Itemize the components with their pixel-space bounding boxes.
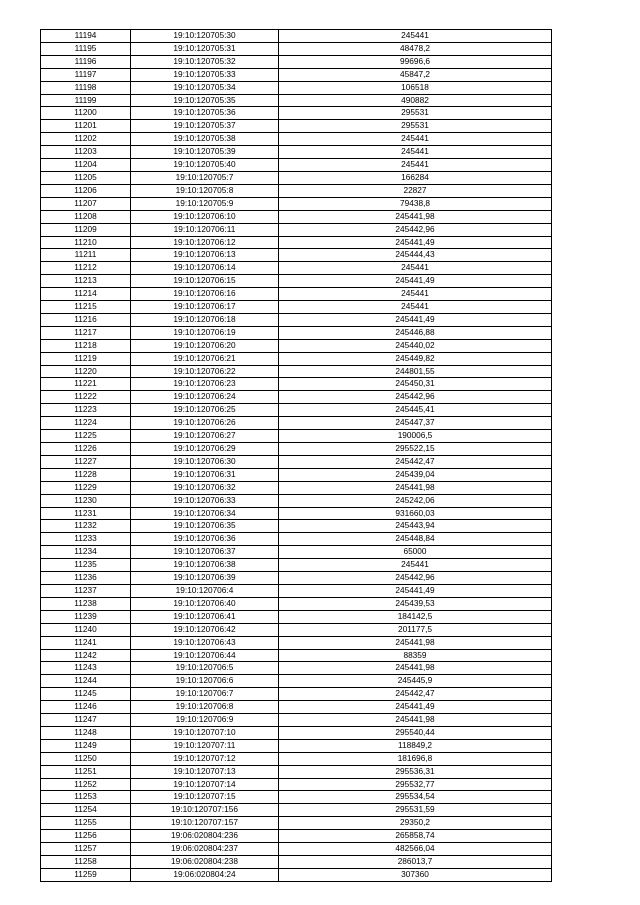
table-row <box>41 714 552 727</box>
row-id-cell: 11248 <box>41 726 131 739</box>
value-cell: 245441 <box>279 30 552 43</box>
value-cell: 245442,96 <box>279 391 552 404</box>
value-cell: 245441 <box>279 301 552 314</box>
timestamp-code-cell: 19:10:120707:11 <box>131 739 279 752</box>
value-cell: 295540,44 <box>279 726 552 739</box>
value-cell: 245439,53 <box>279 597 552 610</box>
table-row <box>41 55 552 68</box>
timestamp-code-cell: 19:10:120706:21 <box>131 352 279 365</box>
value-cell: 181696,8 <box>279 752 552 765</box>
table-row <box>41 159 552 172</box>
table-row <box>41 326 552 339</box>
row-id-cell: 11237 <box>41 584 131 597</box>
value-cell: 88359 <box>279 649 552 662</box>
row-id-cell: 11213 <box>41 275 131 288</box>
timestamp-code-cell: 19:10:120706:22 <box>131 365 279 378</box>
timestamp-code-cell: 19:10:120706:6 <box>131 675 279 688</box>
row-id-cell: 11246 <box>41 701 131 714</box>
timestamp-code-cell: 19:10:120706:32 <box>131 481 279 494</box>
row-id-cell: 11218 <box>41 339 131 352</box>
timestamp-code-cell: 19:10:120707:10 <box>131 726 279 739</box>
table-row <box>41 597 552 610</box>
table-row <box>41 636 552 649</box>
timestamp-code-cell: 19:10:120705:36 <box>131 107 279 120</box>
table-row <box>41 662 552 675</box>
row-id-cell: 11233 <box>41 533 131 546</box>
table-row <box>41 468 552 481</box>
row-id-cell: 11204 <box>41 159 131 172</box>
table-row <box>41 481 552 494</box>
table-row <box>41 533 552 546</box>
value-cell: 295531 <box>279 107 552 120</box>
row-id-cell: 11232 <box>41 520 131 533</box>
timestamp-code-cell: 19:06:020804:238 <box>131 856 279 869</box>
value-cell: 245441 <box>279 559 552 572</box>
row-id-cell: 11254 <box>41 804 131 817</box>
timestamp-code-cell: 19:10:120706:42 <box>131 623 279 636</box>
table-row <box>41 572 552 585</box>
value-cell: 295536,31 <box>279 765 552 778</box>
table-row <box>41 68 552 81</box>
value-cell: 245441 <box>279 262 552 275</box>
value-cell: 245441,98 <box>279 714 552 727</box>
table-row <box>41 42 552 55</box>
value-cell: 245441 <box>279 288 552 301</box>
value-cell: 245449,82 <box>279 352 552 365</box>
timestamp-code-cell: 19:10:120706:31 <box>131 468 279 481</box>
value-cell: 245442,96 <box>279 223 552 236</box>
table-row <box>41 301 552 314</box>
row-id-cell: 11196 <box>41 55 131 68</box>
row-id-cell: 11245 <box>41 688 131 701</box>
timestamp-code-cell: 19:06:020804:236 <box>131 830 279 843</box>
value-cell: 931660,03 <box>279 507 552 520</box>
row-id-cell: 11215 <box>41 301 131 314</box>
table-row <box>41 378 552 391</box>
row-id-cell: 11256 <box>41 830 131 843</box>
row-id-cell: 11255 <box>41 817 131 830</box>
table-row <box>41 146 552 159</box>
timestamp-code-cell: 19:10:120707:156 <box>131 804 279 817</box>
value-cell: 245441 <box>279 133 552 146</box>
timestamp-code-cell: 19:10:120706:38 <box>131 559 279 572</box>
row-id-cell: 11231 <box>41 507 131 520</box>
timestamp-code-cell: 19:10:120706:14 <box>131 262 279 275</box>
row-id-cell: 11199 <box>41 94 131 107</box>
row-id-cell: 11247 <box>41 714 131 727</box>
value-cell: 201177,5 <box>279 623 552 636</box>
timestamp-code-cell: 19:10:120705:7 <box>131 171 279 184</box>
table-row <box>41 352 552 365</box>
timestamp-code-cell: 19:10:120706:27 <box>131 430 279 443</box>
timestamp-code-cell: 19:10:120706:10 <box>131 210 279 223</box>
timestamp-code-cell: 19:10:120706:30 <box>131 455 279 468</box>
table-row <box>41 210 552 223</box>
table-row <box>41 778 552 791</box>
value-cell: 79438,8 <box>279 197 552 210</box>
table-row <box>41 404 552 417</box>
timestamp-code-cell: 19:10:120706:16 <box>131 288 279 301</box>
value-cell: 244801,55 <box>279 365 552 378</box>
value-cell: 245445,9 <box>279 675 552 688</box>
row-id-cell: 11229 <box>41 481 131 494</box>
row-id-cell: 11198 <box>41 81 131 94</box>
value-cell: 245441,49 <box>279 584 552 597</box>
value-cell: 99696,6 <box>279 55 552 68</box>
value-cell: 65000 <box>279 546 552 559</box>
row-id-cell: 11211 <box>41 249 131 262</box>
row-id-cell: 11217 <box>41 326 131 339</box>
table-row <box>41 275 552 288</box>
row-id-cell: 11235 <box>41 559 131 572</box>
row-id-cell: 11244 <box>41 675 131 688</box>
table-row <box>41 223 552 236</box>
table-row <box>41 559 552 572</box>
table-row <box>41 249 552 262</box>
value-cell: 245242,06 <box>279 494 552 507</box>
value-cell: 190006,5 <box>279 430 552 443</box>
timestamp-code-cell: 19:10:120706:5 <box>131 662 279 675</box>
timestamp-code-cell: 19:10:120706:29 <box>131 443 279 456</box>
table-row <box>41 288 552 301</box>
value-cell: 286013,7 <box>279 856 552 869</box>
value-cell: 295531,59 <box>279 804 552 817</box>
row-id-cell: 11208 <box>41 210 131 223</box>
table-row <box>41 688 552 701</box>
table-row <box>41 649 552 662</box>
table-row <box>41 739 552 752</box>
table-row <box>41 804 552 817</box>
table-row <box>41 610 552 623</box>
row-id-cell: 11250 <box>41 752 131 765</box>
row-id-cell: 11207 <box>41 197 131 210</box>
timestamp-code-cell: 19:10:120706:18 <box>131 313 279 326</box>
timestamp-code-cell: 19:10:120706:25 <box>131 404 279 417</box>
timestamp-code-cell: 19:10:120705:30 <box>131 30 279 43</box>
timestamp-code-cell: 19:10:120706:17 <box>131 301 279 314</box>
timestamp-code-cell: 19:10:120707:157 <box>131 817 279 830</box>
row-id-cell: 11222 <box>41 391 131 404</box>
timestamp-code-cell: 19:10:120706:44 <box>131 649 279 662</box>
table-row <box>41 133 552 146</box>
row-id-cell: 11225 <box>41 430 131 443</box>
table-row <box>41 791 552 804</box>
row-id-cell: 11258 <box>41 856 131 869</box>
timestamp-code-cell: 19:10:120706:7 <box>131 688 279 701</box>
timestamp-code-cell: 19:10:120706:20 <box>131 339 279 352</box>
value-cell: 245440,02 <box>279 339 552 352</box>
row-id-cell: 11210 <box>41 236 131 249</box>
timestamp-code-cell: 19:10:120707:13 <box>131 765 279 778</box>
value-cell: 245441,98 <box>279 210 552 223</box>
row-id-cell: 11226 <box>41 443 131 456</box>
timestamp-code-cell: 19:10:120705:33 <box>131 68 279 81</box>
timestamp-code-cell: 19:10:120706:34 <box>131 507 279 520</box>
table-row <box>41 623 552 636</box>
timestamp-code-cell: 19:10:120706:43 <box>131 636 279 649</box>
table-row <box>41 171 552 184</box>
table-row <box>41 262 552 275</box>
timestamp-code-cell: 19:10:120705:8 <box>131 184 279 197</box>
timestamp-code-cell: 19:10:120706:41 <box>131 610 279 623</box>
table-row <box>41 494 552 507</box>
table-row <box>41 81 552 94</box>
timestamp-code-cell: 19:06:020804:24 <box>131 868 279 881</box>
timestamp-code-cell: 19:10:120706:11 <box>131 223 279 236</box>
value-cell: 245445,41 <box>279 404 552 417</box>
value-cell: 245443,94 <box>279 520 552 533</box>
data-table <box>40 29 552 882</box>
value-cell: 245441,49 <box>279 275 552 288</box>
value-cell: 106518 <box>279 81 552 94</box>
timestamp-code-cell: 19:10:120706:19 <box>131 326 279 339</box>
timestamp-code-cell: 19:10:120706:23 <box>131 378 279 391</box>
row-id-cell: 11249 <box>41 739 131 752</box>
timestamp-code-cell: 19:10:120705:40 <box>131 159 279 172</box>
table-row <box>41 520 552 533</box>
value-cell: 245441,49 <box>279 313 552 326</box>
table-row <box>41 856 552 869</box>
value-cell: 245446,88 <box>279 326 552 339</box>
row-id-cell: 11227 <box>41 455 131 468</box>
value-cell: 295531 <box>279 120 552 133</box>
row-id-cell: 11239 <box>41 610 131 623</box>
table-row <box>41 765 552 778</box>
value-cell: 245441 <box>279 146 552 159</box>
row-id-cell: 11252 <box>41 778 131 791</box>
row-id-cell: 11223 <box>41 404 131 417</box>
timestamp-code-cell: 19:10:120706:39 <box>131 572 279 585</box>
timestamp-code-cell: 19:10:120705:31 <box>131 42 279 55</box>
table-row <box>41 236 552 249</box>
value-cell: 166284 <box>279 171 552 184</box>
timestamp-code-cell: 19:10:120706:26 <box>131 417 279 430</box>
table-row <box>41 546 552 559</box>
table-body <box>41 30 552 882</box>
row-id-cell: 11240 <box>41 623 131 636</box>
timestamp-code-cell: 19:10:120706:8 <box>131 701 279 714</box>
table-row <box>41 726 552 739</box>
table-row <box>41 443 552 456</box>
value-cell: 245439,04 <box>279 468 552 481</box>
timestamp-code-cell: 19:10:120707:14 <box>131 778 279 791</box>
value-cell: 22827 <box>279 184 552 197</box>
row-id-cell: 11238 <box>41 597 131 610</box>
value-cell: 245450,31 <box>279 378 552 391</box>
timestamp-code-cell: 19:10:120706:36 <box>131 533 279 546</box>
value-cell: 307360 <box>279 868 552 881</box>
row-id-cell: 11230 <box>41 494 131 507</box>
row-id-cell: 11228 <box>41 468 131 481</box>
value-cell: 118849,2 <box>279 739 552 752</box>
timestamp-code-cell: 19:10:120705:9 <box>131 197 279 210</box>
row-id-cell: 11220 <box>41 365 131 378</box>
value-cell: 295534,54 <box>279 791 552 804</box>
row-id-cell: 11194 <box>41 30 131 43</box>
timestamp-code-cell: 19:10:120707:15 <box>131 791 279 804</box>
value-cell: 295522,15 <box>279 443 552 456</box>
timestamp-code-cell: 19:10:120707:12 <box>131 752 279 765</box>
value-cell: 245441,98 <box>279 481 552 494</box>
table-row <box>41 830 552 843</box>
timestamp-code-cell: 19:10:120706:33 <box>131 494 279 507</box>
timestamp-code-cell: 19:10:120705:38 <box>131 133 279 146</box>
timestamp-code-cell: 19:06:020804:237 <box>131 843 279 856</box>
table-row <box>41 365 552 378</box>
value-cell: 45847,2 <box>279 68 552 81</box>
table-row <box>41 184 552 197</box>
row-id-cell: 11259 <box>41 868 131 881</box>
timestamp-code-cell: 19:10:120706:13 <box>131 249 279 262</box>
row-id-cell: 11214 <box>41 288 131 301</box>
value-cell: 482566,04 <box>279 843 552 856</box>
value-cell: 245447,37 <box>279 417 552 430</box>
row-id-cell: 11203 <box>41 146 131 159</box>
value-cell: 245441,98 <box>279 662 552 675</box>
row-id-cell: 11197 <box>41 68 131 81</box>
table-row <box>41 675 552 688</box>
row-id-cell: 11253 <box>41 791 131 804</box>
timestamp-code-cell: 19:10:120705:34 <box>131 81 279 94</box>
row-id-cell: 11257 <box>41 843 131 856</box>
row-id-cell: 11221 <box>41 378 131 391</box>
table-row <box>41 701 552 714</box>
table-row <box>41 120 552 133</box>
value-cell: 245442,96 <box>279 572 552 585</box>
row-id-cell: 11206 <box>41 184 131 197</box>
table-row <box>41 197 552 210</box>
timestamp-code-cell: 19:10:120706:40 <box>131 597 279 610</box>
row-id-cell: 11201 <box>41 120 131 133</box>
value-cell: 245441 <box>279 159 552 172</box>
timestamp-code-cell: 19:10:120706:24 <box>131 391 279 404</box>
table-row <box>41 430 552 443</box>
value-cell: 245448,84 <box>279 533 552 546</box>
row-id-cell: 11224 <box>41 417 131 430</box>
table-row <box>41 313 552 326</box>
row-id-cell: 11241 <box>41 636 131 649</box>
row-id-cell: 11205 <box>41 171 131 184</box>
row-id-cell: 11219 <box>41 352 131 365</box>
table-row <box>41 584 552 597</box>
row-id-cell: 11202 <box>41 133 131 146</box>
value-cell: 245441,49 <box>279 701 552 714</box>
timestamp-code-cell: 19:10:120705:35 <box>131 94 279 107</box>
timestamp-code-cell: 19:10:120705:39 <box>131 146 279 159</box>
row-id-cell: 11216 <box>41 313 131 326</box>
timestamp-code-cell: 19:10:120706:12 <box>131 236 279 249</box>
row-id-cell: 11209 <box>41 223 131 236</box>
timestamp-code-cell: 19:10:120706:15 <box>131 275 279 288</box>
value-cell: 245441,98 <box>279 636 552 649</box>
row-id-cell: 11200 <box>41 107 131 120</box>
row-id-cell: 11242 <box>41 649 131 662</box>
table-row <box>41 94 552 107</box>
table-row <box>41 339 552 352</box>
table-row <box>41 455 552 468</box>
table-row <box>41 391 552 404</box>
row-id-cell: 11212 <box>41 262 131 275</box>
table-row <box>41 507 552 520</box>
table-row <box>41 817 552 830</box>
row-id-cell: 11236 <box>41 572 131 585</box>
value-cell: 265858,74 <box>279 830 552 843</box>
row-id-cell: 11251 <box>41 765 131 778</box>
timestamp-code-cell: 19:10:120706:37 <box>131 546 279 559</box>
timestamp-code-cell: 19:10:120706:4 <box>131 584 279 597</box>
row-id-cell: 11243 <box>41 662 131 675</box>
timestamp-code-cell: 19:10:120706:35 <box>131 520 279 533</box>
table-row <box>41 752 552 765</box>
value-cell: 490882 <box>279 94 552 107</box>
value-cell: 184142,5 <box>279 610 552 623</box>
table-row <box>41 417 552 430</box>
timestamp-code-cell: 19:10:120705:37 <box>131 120 279 133</box>
value-cell: 245442,47 <box>279 688 552 701</box>
table-row <box>41 868 552 881</box>
timestamp-code-cell: 19:10:120706:9 <box>131 714 279 727</box>
table-row <box>41 30 552 43</box>
timestamp-code-cell: 19:10:120705:32 <box>131 55 279 68</box>
value-cell: 245444,43 <box>279 249 552 262</box>
value-cell: 48478,2 <box>279 42 552 55</box>
row-id-cell: 11195 <box>41 42 131 55</box>
value-cell: 29350,2 <box>279 817 552 830</box>
value-cell: 295532,77 <box>279 778 552 791</box>
value-cell: 245441,49 <box>279 236 552 249</box>
row-id-cell: 11234 <box>41 546 131 559</box>
table-row <box>41 843 552 856</box>
value-cell: 245442,47 <box>279 455 552 468</box>
table-row <box>41 107 552 120</box>
